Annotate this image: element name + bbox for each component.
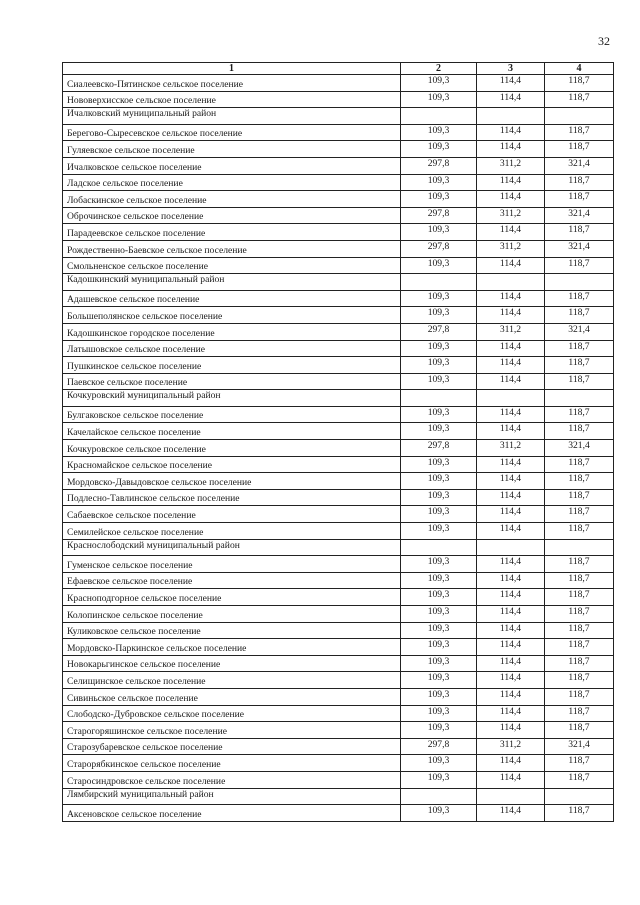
value-col-4: 321,4 bbox=[545, 157, 614, 174]
value-col-2 bbox=[401, 108, 477, 125]
settlement-name: Колопинское сельское поселение bbox=[63, 606, 401, 623]
value-col-2: 109,3 bbox=[401, 805, 477, 822]
table-row bbox=[63, 440, 614, 457]
table-row bbox=[63, 357, 614, 374]
district-row bbox=[63, 788, 614, 805]
value-col-2: 109,3 bbox=[401, 572, 477, 589]
value-col-3: 114,4 bbox=[477, 688, 545, 705]
table-row bbox=[63, 672, 614, 689]
value-col-2: 109,3 bbox=[401, 357, 477, 374]
settlement-name: Ичалковское сельское поселение bbox=[63, 157, 401, 174]
value-col-2: 109,3 bbox=[401, 257, 477, 274]
value-col-2: 109,3 bbox=[401, 556, 477, 573]
value-col-2: 109,3 bbox=[401, 688, 477, 705]
value-col-4: 118,7 bbox=[545, 224, 614, 241]
value-col-4: 118,7 bbox=[545, 290, 614, 307]
settlement-name: Гуменское сельское поселение bbox=[63, 556, 401, 573]
settlement-name: Слободско-Дубровское сельское поселение bbox=[63, 705, 401, 722]
value-col-2: 109,3 bbox=[401, 373, 477, 390]
table-row bbox=[63, 141, 614, 158]
value-col-2: 109,3 bbox=[401, 406, 477, 423]
value-col-3: 114,4 bbox=[477, 473, 545, 490]
value-col-3: 114,4 bbox=[477, 672, 545, 689]
table-row bbox=[63, 406, 614, 423]
value-col-3 bbox=[477, 539, 545, 556]
value-col-4: 118,7 bbox=[545, 572, 614, 589]
settlement-name: Сабаевское сельское поселение bbox=[63, 506, 401, 523]
value-col-3: 114,4 bbox=[477, 705, 545, 722]
settlement-name: Адашевское сельское поселение bbox=[63, 290, 401, 307]
settlement-name: Мордовско-Паркинское сельское поселение bbox=[63, 639, 401, 656]
table-row bbox=[63, 174, 614, 191]
value-col-3: 114,4 bbox=[477, 622, 545, 639]
table-row bbox=[63, 771, 614, 788]
value-col-3: 114,4 bbox=[477, 174, 545, 191]
value-col-4: 118,7 bbox=[545, 639, 614, 656]
table-row bbox=[63, 705, 614, 722]
value-col-2 bbox=[401, 539, 477, 556]
header-col-3: 3 bbox=[477, 63, 545, 75]
table-row bbox=[63, 340, 614, 357]
value-col-4: 118,7 bbox=[545, 556, 614, 573]
value-col-3: 114,4 bbox=[477, 589, 545, 606]
value-col-2: 109,3 bbox=[401, 174, 477, 191]
settlement-name: Новокарьгинское сельское поселение bbox=[63, 655, 401, 672]
settlement-name: Старозубаревское сельское поселение bbox=[63, 738, 401, 755]
table-row bbox=[63, 157, 614, 174]
value-col-4 bbox=[545, 539, 614, 556]
table-row bbox=[63, 191, 614, 208]
header-col-2: 2 bbox=[401, 63, 477, 75]
district-row bbox=[63, 539, 614, 556]
value-col-3: 311,2 bbox=[477, 207, 545, 224]
value-col-3: 114,4 bbox=[477, 506, 545, 523]
value-col-2: 109,3 bbox=[401, 290, 477, 307]
table-row bbox=[63, 506, 614, 523]
value-col-2: 109,3 bbox=[401, 489, 477, 506]
header-col-4: 4 bbox=[545, 63, 614, 75]
value-col-3: 114,4 bbox=[477, 91, 545, 108]
value-col-4: 118,7 bbox=[545, 373, 614, 390]
value-col-3: 311,2 bbox=[477, 440, 545, 457]
value-col-3: 114,4 bbox=[477, 224, 545, 241]
value-col-4: 321,4 bbox=[545, 323, 614, 340]
value-col-2: 109,3 bbox=[401, 589, 477, 606]
value-col-3: 114,4 bbox=[477, 124, 545, 141]
value-col-2: 109,3 bbox=[401, 622, 477, 639]
value-col-3: 114,4 bbox=[477, 290, 545, 307]
value-col-2: 109,3 bbox=[401, 340, 477, 357]
value-col-2: 109,3 bbox=[401, 307, 477, 324]
value-col-3: 114,4 bbox=[477, 771, 545, 788]
value-col-2: 297,8 bbox=[401, 323, 477, 340]
value-col-2: 297,8 bbox=[401, 440, 477, 457]
value-col-4: 118,7 bbox=[545, 257, 614, 274]
value-col-4: 118,7 bbox=[545, 340, 614, 357]
value-col-4: 118,7 bbox=[545, 523, 614, 540]
settlement-name: Куликовское сельское поселение bbox=[63, 622, 401, 639]
table-row bbox=[63, 688, 614, 705]
value-col-4: 321,4 bbox=[545, 240, 614, 257]
value-col-2: 297,8 bbox=[401, 240, 477, 257]
value-col-2: 109,3 bbox=[401, 141, 477, 158]
value-col-3: 311,2 bbox=[477, 323, 545, 340]
value-col-4: 118,7 bbox=[545, 91, 614, 108]
value-col-4 bbox=[545, 274, 614, 291]
value-col-2: 109,3 bbox=[401, 456, 477, 473]
table-body bbox=[63, 75, 614, 822]
value-col-4: 118,7 bbox=[545, 606, 614, 623]
value-col-4: 118,7 bbox=[545, 755, 614, 772]
table-row bbox=[63, 722, 614, 739]
district-row bbox=[63, 390, 614, 407]
value-col-3: 114,4 bbox=[477, 755, 545, 772]
value-col-4: 118,7 bbox=[545, 506, 614, 523]
settlement-name: Красномайское сельское поселение bbox=[63, 456, 401, 473]
page-number: 32 bbox=[598, 34, 610, 48]
value-col-4: 118,7 bbox=[545, 622, 614, 639]
value-col-2: 297,8 bbox=[401, 738, 477, 755]
value-col-2: 109,3 bbox=[401, 655, 477, 672]
value-col-4: 118,7 bbox=[545, 655, 614, 672]
table-row bbox=[63, 622, 614, 639]
value-col-4: 118,7 bbox=[545, 174, 614, 191]
value-col-4 bbox=[545, 390, 614, 407]
value-col-2: 297,8 bbox=[401, 207, 477, 224]
table-row bbox=[63, 373, 614, 390]
value-col-4: 118,7 bbox=[545, 124, 614, 141]
settlement-name: Пушкинское сельское поселение bbox=[63, 357, 401, 374]
value-col-2: 109,3 bbox=[401, 672, 477, 689]
settlement-name: Смольненское сельское поселение bbox=[63, 257, 401, 274]
value-col-2: 109,3 bbox=[401, 423, 477, 440]
settlement-name: Кочкуровский муниципальный район bbox=[63, 390, 401, 407]
value-col-4: 118,7 bbox=[545, 688, 614, 705]
value-col-4: 118,7 bbox=[545, 423, 614, 440]
value-col-3: 114,4 bbox=[477, 606, 545, 623]
value-col-3: 114,4 bbox=[477, 307, 545, 324]
table-row bbox=[63, 240, 614, 257]
value-col-4: 118,7 bbox=[545, 705, 614, 722]
table-row bbox=[63, 456, 614, 473]
settlement-name: Оброчинское сельское поселение bbox=[63, 207, 401, 224]
settlement-name: Аксеновское сельское поселение bbox=[63, 805, 401, 822]
settlement-name: Ичалковский муниципальный район bbox=[63, 108, 401, 125]
settlement-name: Кочкуровское сельское поселение bbox=[63, 440, 401, 457]
value-col-3: 114,4 bbox=[477, 456, 545, 473]
value-col-3: 114,4 bbox=[477, 489, 545, 506]
value-col-3: 114,4 bbox=[477, 722, 545, 739]
settlement-name: Латышовское сельское поселение bbox=[63, 340, 401, 357]
value-col-2: 109,3 bbox=[401, 755, 477, 772]
settlement-name: Старосиндровское сельское поселение bbox=[63, 771, 401, 788]
table-row bbox=[63, 75, 614, 92]
settlement-name: Кадошкинский муниципальный район bbox=[63, 274, 401, 291]
value-col-2: 109,3 bbox=[401, 523, 477, 540]
value-col-2: 109,3 bbox=[401, 506, 477, 523]
value-col-4: 321,4 bbox=[545, 738, 614, 755]
value-col-4: 118,7 bbox=[545, 191, 614, 208]
value-col-3: 114,4 bbox=[477, 75, 545, 92]
settlement-name: Большеполянское сельское поселение bbox=[63, 307, 401, 324]
table-row bbox=[63, 606, 614, 623]
value-col-2: 109,3 bbox=[401, 191, 477, 208]
value-col-4: 321,4 bbox=[545, 440, 614, 457]
settlement-name: Мордовско-Давыдовское сельское поселение bbox=[63, 473, 401, 490]
table-row bbox=[63, 423, 614, 440]
settlement-name: Качелайское сельское поселение bbox=[63, 423, 401, 440]
value-col-2: 109,3 bbox=[401, 124, 477, 141]
value-col-4: 118,7 bbox=[545, 456, 614, 473]
value-col-4: 118,7 bbox=[545, 75, 614, 92]
value-col-3: 114,4 bbox=[477, 655, 545, 672]
value-col-2: 109,3 bbox=[401, 224, 477, 241]
value-col-3: 114,4 bbox=[477, 257, 545, 274]
settlement-name: Рождественно-Баевское сельское поселение bbox=[63, 240, 401, 257]
settlement-name: Старорябкинское сельское поселение bbox=[63, 755, 401, 772]
settlement-name: Семилейское сельское поселение bbox=[63, 523, 401, 540]
settlement-name: Лобаскинское сельское поселение bbox=[63, 191, 401, 208]
value-col-2: 297,8 bbox=[401, 157, 477, 174]
value-col-4: 118,7 bbox=[545, 473, 614, 490]
value-col-4: 118,7 bbox=[545, 805, 614, 822]
table-row bbox=[63, 489, 614, 506]
value-col-3: 114,4 bbox=[477, 357, 545, 374]
value-col-2 bbox=[401, 274, 477, 291]
value-col-2 bbox=[401, 788, 477, 805]
table-row bbox=[63, 523, 614, 540]
value-col-3: 311,2 bbox=[477, 157, 545, 174]
value-col-4: 118,7 bbox=[545, 406, 614, 423]
value-col-4: 118,7 bbox=[545, 771, 614, 788]
value-col-4: 118,7 bbox=[545, 307, 614, 324]
table-row bbox=[63, 207, 614, 224]
table-row bbox=[63, 556, 614, 573]
value-col-4: 118,7 bbox=[545, 672, 614, 689]
table-row bbox=[63, 224, 614, 241]
settlement-name: Красноподгорное сельское поселение bbox=[63, 589, 401, 606]
table-row bbox=[63, 639, 614, 656]
table-row bbox=[63, 572, 614, 589]
table-row bbox=[63, 755, 614, 772]
table-row bbox=[63, 738, 614, 755]
value-col-2: 109,3 bbox=[401, 91, 477, 108]
value-col-2: 109,3 bbox=[401, 771, 477, 788]
settlement-name: Ефаевское сельское поселение bbox=[63, 572, 401, 589]
table-row bbox=[63, 805, 614, 822]
value-col-2: 109,3 bbox=[401, 473, 477, 490]
value-col-4 bbox=[545, 788, 614, 805]
settlement-name: Нововерхисское сельское поселение bbox=[63, 91, 401, 108]
district-row bbox=[63, 108, 614, 125]
value-col-3: 114,4 bbox=[477, 572, 545, 589]
settlement-name: Сиалеевско-Пятинское сельское поселение bbox=[63, 75, 401, 92]
value-col-3: 114,4 bbox=[477, 191, 545, 208]
table-row bbox=[63, 124, 614, 141]
settlement-name: Берегово-Сыресевское сельское поселение bbox=[63, 124, 401, 141]
value-col-3: 114,4 bbox=[477, 556, 545, 573]
value-col-4: 118,7 bbox=[545, 589, 614, 606]
settlement-name: Подлесно-Тавлинское сельское поселение bbox=[63, 489, 401, 506]
value-col-4: 118,7 bbox=[545, 357, 614, 374]
value-col-3: 114,4 bbox=[477, 141, 545, 158]
settlement-name: Булгаковское сельское поселение bbox=[63, 406, 401, 423]
table-row bbox=[63, 91, 614, 108]
table-row bbox=[63, 655, 614, 672]
value-col-2: 109,3 bbox=[401, 606, 477, 623]
value-col-2: 109,3 bbox=[401, 75, 477, 92]
value-col-3 bbox=[477, 788, 545, 805]
value-col-2 bbox=[401, 390, 477, 407]
value-col-2: 109,3 bbox=[401, 639, 477, 656]
value-col-3: 311,2 bbox=[477, 240, 545, 257]
table-row bbox=[63, 290, 614, 307]
table-row bbox=[63, 257, 614, 274]
settlement-name: Старогоряшинское сельское поселение bbox=[63, 722, 401, 739]
value-col-2: 109,3 bbox=[401, 722, 477, 739]
value-col-3: 114,4 bbox=[477, 423, 545, 440]
value-col-3 bbox=[477, 108, 545, 125]
value-col-3: 114,4 bbox=[477, 639, 545, 656]
settlement-name: Парадеевское сельское поселение bbox=[63, 224, 401, 241]
value-col-4: 118,7 bbox=[545, 489, 614, 506]
value-col-3: 114,4 bbox=[477, 523, 545, 540]
settlement-name: Сивиньское сельское поселение bbox=[63, 688, 401, 705]
value-col-3: 114,4 bbox=[477, 340, 545, 357]
value-col-3: 311,2 bbox=[477, 738, 545, 755]
settlement-name: Ладское сельское поселение bbox=[63, 174, 401, 191]
value-col-4 bbox=[545, 108, 614, 125]
table-row bbox=[63, 307, 614, 324]
value-col-2: 109,3 bbox=[401, 705, 477, 722]
settlement-name: Кадошкинское городское поселение bbox=[63, 323, 401, 340]
settlement-name: Гуляевское сельское поселение bbox=[63, 141, 401, 158]
district-row bbox=[63, 274, 614, 291]
settlement-name: Паевское сельское поселение bbox=[63, 373, 401, 390]
value-col-4: 321,4 bbox=[545, 207, 614, 224]
header-col-1: 1 bbox=[63, 63, 401, 75]
table-row bbox=[63, 323, 614, 340]
value-col-3: 114,4 bbox=[477, 406, 545, 423]
settlement-name: Лямбирский муниципальный район bbox=[63, 788, 401, 805]
table-row bbox=[63, 589, 614, 606]
value-col-3 bbox=[477, 390, 545, 407]
value-col-3 bbox=[477, 274, 545, 291]
value-col-3: 114,4 bbox=[477, 373, 545, 390]
table-row bbox=[63, 473, 614, 490]
settlements-table bbox=[62, 62, 614, 822]
value-col-4: 118,7 bbox=[545, 141, 614, 158]
settlement-name: Краснослободский муниципальный район bbox=[63, 539, 401, 556]
settlement-name: Селищинское сельское поселение bbox=[63, 672, 401, 689]
value-col-3: 114,4 bbox=[477, 805, 545, 822]
table-header-row bbox=[63, 63, 614, 75]
value-col-4: 118,7 bbox=[545, 722, 614, 739]
